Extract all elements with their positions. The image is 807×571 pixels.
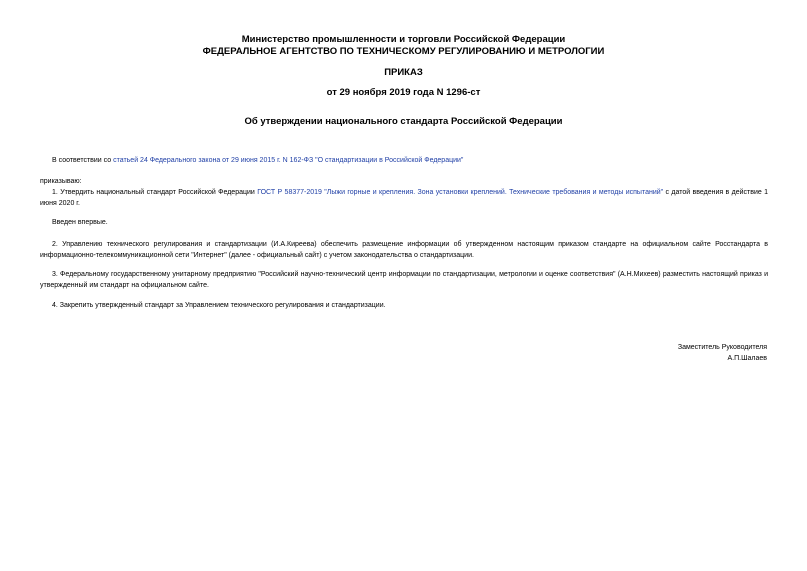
item-1 bbox=[40, 187, 768, 209]
federal-law-link[interactable]: статьей 24 Федерального закона от 29 июня 2015 г. N 162-ФЗ "О стандартизации в Российской Федерации" bbox=[113, 157, 464, 164]
document-date-number: от 29 ноября 2019 года N 1296-ст bbox=[326, 87, 481, 98]
order-word: приказываю: bbox=[40, 178, 82, 185]
item-2: 2. Управлению технического регулирования и стандартизации (И.А.Киреева) обеспечить размещение информации об утвержденном настоящим приказом стандарте на официальном сайте Росстандарта в информационно-телекоммуникационной сети "Интернет" (далее - официальный сайт) с учетом законодательства о стандартизации. bbox=[40, 241, 768, 259]
standard-link[interactable]: ГОСТ Р 58377-2019 "Лыжи горные и крепления. Зона установки креплений. Технические требования и методы испытаний" bbox=[257, 189, 664, 196]
item-3: 3. Федеральному государственному унитарному предприятию "Российский научно-технический центр информации по стандартизации, метрологии и оценке соответствия" (А.Н.Михеев) разместить настоящий приказ и утвержденный им стандарт на официальном сайте. bbox=[40, 271, 768, 289]
item-1-prefix: 1. Утвердить национальный стандарт Российской Федерации bbox=[52, 189, 258, 196]
ministry-title: Министерство промышленности и торговли Российской Федерации bbox=[241, 34, 566, 45]
preamble-prefix: В соответствии со bbox=[52, 157, 114, 164]
first-introduced-note: Введен впервые. bbox=[52, 219, 108, 226]
document-subject: Об утверждении национального стандарта Российской Федерации bbox=[244, 116, 563, 127]
preamble bbox=[40, 155, 768, 166]
document-type: ПРИКАЗ bbox=[384, 67, 423, 78]
signature-position: Заместитель Руководителя bbox=[677, 344, 767, 351]
agency-title: ФЕДЕРАЛЬНОЕ АГЕНТСТВО ПО ТЕХНИЧЕСКОМУ РЕГУЛИРОВАНИЮ И МЕТРОЛОГИИ bbox=[202, 46, 605, 57]
item-1-suffix: с датой введения в действие 1 июня 2020 г. bbox=[40, 189, 769, 207]
signature-name: А.П.Шалаев bbox=[727, 355, 767, 362]
item-4: 4. Закрепить утвержденный стандарт за Управлением технического регулирования и стандартизации. bbox=[52, 302, 386, 309]
